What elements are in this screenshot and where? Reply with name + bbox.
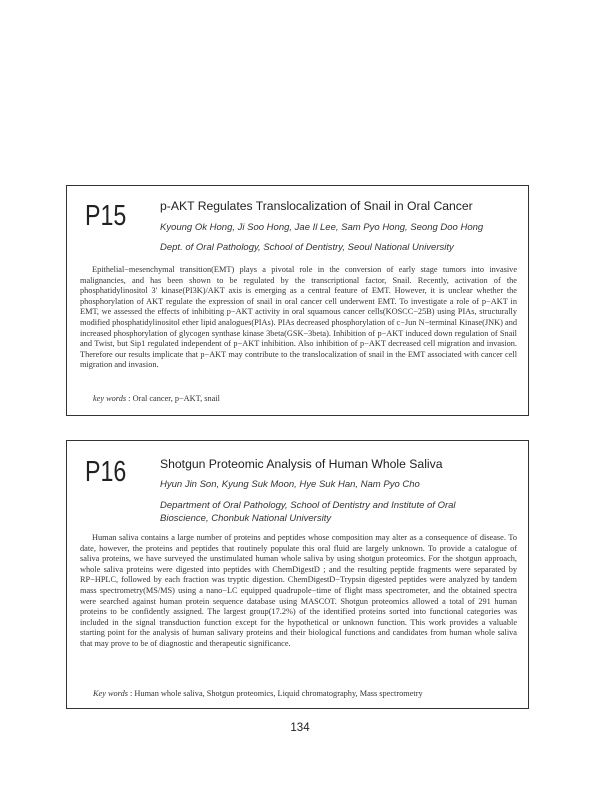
abstract-body: Human saliva contains a large number of proteins and peptides whose composition may alter as a consequence of disease. To date, however, the proteins and peptides that routinely populate this oral fluid are largely unknown. To provide a catalogue of saliva proteins, we have surveyed the unstimulated human whole saliva by using shotgun proteomics. For the shotgun approach, whole saliva proteins were digested into peptides with ChemDigestD ; and the resulting peptide fragments were separated by RP−HPLC, followed by each fraction was tryptic digestion. ChemDigestD−Trypsin digested peptides were analyzed by tandem mass spectrometry(MS/MS) using a nano−LC equipped quadrupole−time of flight mass spectrometer, and the obtained spectra were searched against human protein sequence database using MASCOT. Shotgun proteomics allowed a total of 291 human proteins to be confidently assigned. The largest group(17.2%) of the identified proteins sorted into functional categories was included in the signal transduction function except for the hypothetical or unknown function. This work provides a valuable starting point for the analysis of human salivary proteins and their biological functions and candidates from human whole saliva that may prove to be of diagnostic and therapeutic significance. — [80, 533, 517, 648]
affiliation-text: Department of Oral Pathology, School of Dentistry and Institute of Oral Bioscience, Chonbuk National University — [160, 500, 456, 524]
abstract-title: p-AKT Regulates Translocalization of Snail in Oral Cancer — [160, 199, 473, 213]
abstract-body: Epithelial−mesenchymal transition(EMT) plays a pivotal role in the conversion of early stage tumors into invasive malignancies, and has been shown to be regulated by the transcriptional factor, Snail. Recently, activation of the phosphatidylinositol 3′ kinase(PI3K)/AKT axis is emerging as a central feature of EMT. However, it is unclear whether the phosphorylation of AKT regulate the expression of snail in oral cancer cell underwent EMT. To investigate a role of p−AKT in EMT, we assessed the effects of inhibiting p−AKT activity in oral squamous cancer cells(KOSCC−25B) using PIAs, structurally modified phosphatidylinositol ether lipid analogues(PIAs). PIAs decreased phosphorylation of c−Jun N−terminal Kinase(JNK) and increased phosphorylation of glycogen synthase kinase 3beta(GSK−3beta). Inhibition of p−AKT induced down regulation of Snail and Twist, but Sip1 regulated independent of p−AKT inhibition. Also inhibition of p−AKT decreased cell migration and invasion. Therefore our results implicate that p−AKT may contribute to the translocalization of snail in the EMT associated with cancer cell migration and invasion. — [80, 265, 517, 370]
abstract-affiliation — [160, 499, 500, 525]
abstract-p15 — [66, 185, 529, 416]
keywords-label: key words — [93, 394, 127, 403]
abstract-p16 — [66, 440, 529, 709]
abstract-number: P16 — [85, 456, 127, 488]
abstract-number: P15 — [85, 200, 127, 232]
abstract-affiliation: Dept. of Oral Pathology, School of Dentistry, Seoul National University — [160, 242, 454, 253]
abstract-title: Shotgun Proteomic Analysis of Human Whole Saliva — [160, 457, 443, 471]
abstract-authors: Hyun Jin Son, Kyung Suk Moon, Hye Suk Han, Nam Pyo Cho — [160, 479, 420, 490]
keywords-label: Key words — [93, 689, 128, 698]
page-number: 134 — [290, 722, 310, 734]
abstract-keywords — [93, 394, 220, 403]
keywords-text: : Human whole saliva, Shotgun proteomics, Liquid chromatography, Mass spectrometry — [127, 689, 423, 698]
abstract-authors: Kyoung Ok Hong, Ji Soo Hong, Jae Il Lee, Sam Pyo Hong, Seong Doo Hong — [160, 222, 484, 233]
keywords-text: : Oral cancer, p−AKT, snail — [126, 394, 220, 403]
abstract-keywords — [93, 689, 423, 698]
